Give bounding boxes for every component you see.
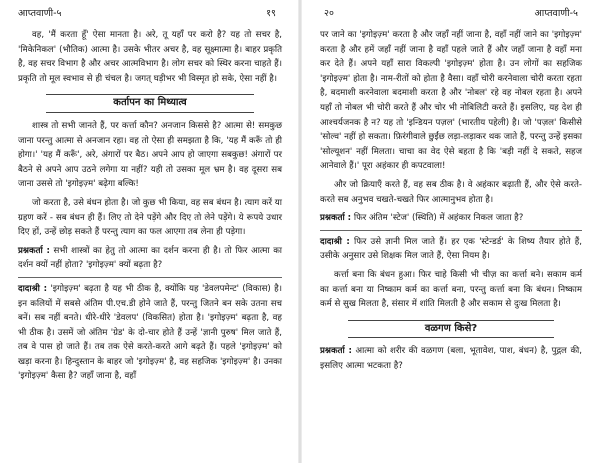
left-answer-1 — [18, 282, 282, 384]
dialogue-divider — [320, 230, 582, 231]
left-paragraph-2: शास्त्र तो सभी जानते हैं, पर कर्त्ता कौन? अनजान किससे है? आत्मा से! समकुछ जाना परन्तु आत्मा से अनजान रहा। वह तो ऐसा ही समझता है कि, 'यह मैं करूँ तो ही होगा।' 'यह मैं करूँ', अरे, अंगारों पर बैठ। अपने आप हो जाएगा सबकुछ! अंगारों पर बैठने से अपने आप उठने लगेगा या नहीं? यही तो उसका मूल भ्रम है। वह दूसरा सब जाना उससे तो 'इगोइज़्म' बढ़ेगा बल्कि! — [18, 120, 282, 190]
left-page-number: १९ — [266, 8, 276, 19]
right-header-title: आप्तवाणी-५ — [534, 8, 578, 19]
right-page-number: २० — [324, 8, 334, 19]
dadashri-label: दादाश्री : — [18, 283, 48, 294]
left-page — [0, 0, 298, 463]
left-body — [0, 22, 298, 384]
dadashri-label: दादाश्री : — [320, 236, 350, 247]
left-paragraph-1: वह, 'मैं करता हूँ' ऐसा मानता है। अरे, तू यहाँ पर करो है? यह तो सचर है, 'मिकेनिकल' (भौतिक) आत्मा है। उसके भीतर अचर है, वह सूक्ष्मात्मा है। बाहर प्रकृति है, वह सचर विभाग है और अचर आत्मविभाग है। लोग सचर को स्थिर करना चाहते हैं। प्रकृति तो मूल स्वभाव से ही चंचल है। जगत् घड़ीभर भी विस्मृत हो सके, ऐसा नहीं है। — [18, 30, 282, 84]
right-running-head — [302, 0, 600, 22]
right-answer-1 — [320, 235, 582, 264]
answer-text: फिर उसे ज्ञानी मिल जाते हैं। हर एक 'स्टेन्डर्ड' के शिष्य तैयार होते हैं, उसीके अनुसार उसे शिक्षक मिल जाते हैं, ऐसा नियम है। — [320, 236, 582, 262]
question-text: सभी शास्त्रों का हेतु तो आत्मा का दर्शन करना ही है। तो फिर आत्मा का दर्शन क्यों नहीं होता? 'इगोइज़्म' क्यों बढ़ता है? — [18, 245, 283, 271]
left-question-1 — [18, 244, 282, 273]
right-question-1 — [320, 211, 582, 226]
right-page — [302, 0, 600, 463]
questioner-label: प्रश्नकर्ता : — [320, 346, 352, 357]
left-header-title: आप्तवाणी-५ — [18, 8, 62, 19]
dialogue-divider — [18, 277, 282, 278]
right-paragraph-2: और जो क्रियाएँ करते हैं, वह सब ठीक है। वे अहंकार बढ़ाती हैं, और ऐसे करते-करते सब अनुभव चखते-चखते फिर आत्मानुभव होता है। — [320, 179, 582, 205]
right-body — [302, 22, 600, 373]
questioner-label: प्रश्नकर्ता : — [18, 245, 50, 256]
question-text: आत्मा को शरीर की वळगण (बला, भूतावेश, पाश, बंधन) है, पुद्गल की, इसलिए आत्मा भटकता है? — [320, 346, 582, 371]
right-paragraph-1: पर जाने का 'इगोइज़्म' करता है और जहाँ नहीं जाना है, वहाँ नहीं जाने का 'इगोइज़्म' करता है और हमें जहाँ नहीं जाना है वहाँ पहले जाते हैं और जहाँ जाना है वहाँ मना कर देते हैं। अपने यहाँ सारा विकल्पी 'इगोइज़्म' होता है। उन लोगों का सहजिक 'इगोइज़्म' होता है। नाम-रीतों को होता है वैसा। वहाँ चोरी करनेवाला चोरी करता रहता है, बदमाशी करनेवाला बदमाशी करता है और 'नोबल' रहे वह नोबल रहता है। अपने यहाँ तो नोबल भी चोरी करते हैं और चोर भी नोबिलिटी करते हैं। इसलिए, यह देश ही आश्चर्यजनक है न? यह तो 'इन्डियन पज़ल' (भारतीय पहेली) है। जो 'पज़ल' किसीसे 'सोल्व' नहीं हो सकता। फ़िरंगीवाले छुईंछ लड़ा-लड़ाकर थक जाते हैं, परन्तु उन्हें इसका 'सोल्यूशन' नहीं मिलता। चाचा का वेद ऐसे बहता है कि 'बड़ी नहीं दे सकते, सहज आनेवाले हैं।' पूरा अहंकार ही कपटवाला! — [320, 30, 582, 172]
right-section-heading: वळगण किसे? — [348, 320, 554, 339]
left-running-head — [0, 0, 298, 22]
answer-text: 'इगोइज़्म' बढ़ता है यह भी ठीक है, क्योंकि यह 'डेवलपमेन्ट' (विकास) है। इन कलियों में सबसे अंतिम पी.एच.डी होने जाते हैं, परन्तु जितने बन सके उतना सच बनें। सब नहीं बनते। धीरे-धीरे 'डेवलप' (विकसित) होता है। 'इगोइज़्म' बढ़ता है, वह भी ठीक है। उसमें जो अंतिम 'ग्रेड' के दो-चार होते हैं उन्हें 'ज्ञानी पुरुष' मिल जाते हैं, तब वे पास हो जाते हैं। तब तक ऐसे करते-करते आगे बढ़ते हैं। पहले 'इगोइज़्म' को खड़ा करना है। हिन्दुस्तान के बाहर जो 'इगोइज़्म' है, वह सहजिक 'इगोइज़्म' है। उनका 'इगोइज़्म' कैसा है? जहाँ जाना है, वहाँ — [18, 283, 282, 382]
left-paragraph-3: जो करता है, उसे बंधन होता है। जो कुछ भी किया, वह सब बंधन है। त्याग करें या ग्रहण करें - सब बंधन ही हैं। लिए तो देने पड़ेंगे और दिए तो लेने पड़ेंगे। ये रूपये उधार दिए हों, उन्हें छोड़ सकते हैं परन्तु त्याग का फल आएगा तब लेना ही पड़ेगा। — [18, 197, 282, 238]
left-section-heading: कर्तापन का मिथ्यात्व — [46, 94, 254, 113]
right-paragraph-3: कर्त्ता बना कि बंधन हुआ। फिर चाहे किसी भी चीज़ का कर्त्ता बने। सकाम कर्म का कर्त्ता बना या निष्काम कर्म का कर्त्ता बना, परन्तु कर्त्ता बना कि बंधन। निष्काम कर्म से सुख मिलता है, संसार में शांति मिलती है और सकाम से दुःख मिलता है। — [320, 269, 582, 310]
questioner-label: प्रश्नकर्ता : — [320, 213, 352, 224]
right-question-2 — [320, 344, 582, 373]
question-text: फिर अंतिम 'स्टेज' (स्थिति) में अहंकार निकल जाता है? — [353, 213, 524, 224]
